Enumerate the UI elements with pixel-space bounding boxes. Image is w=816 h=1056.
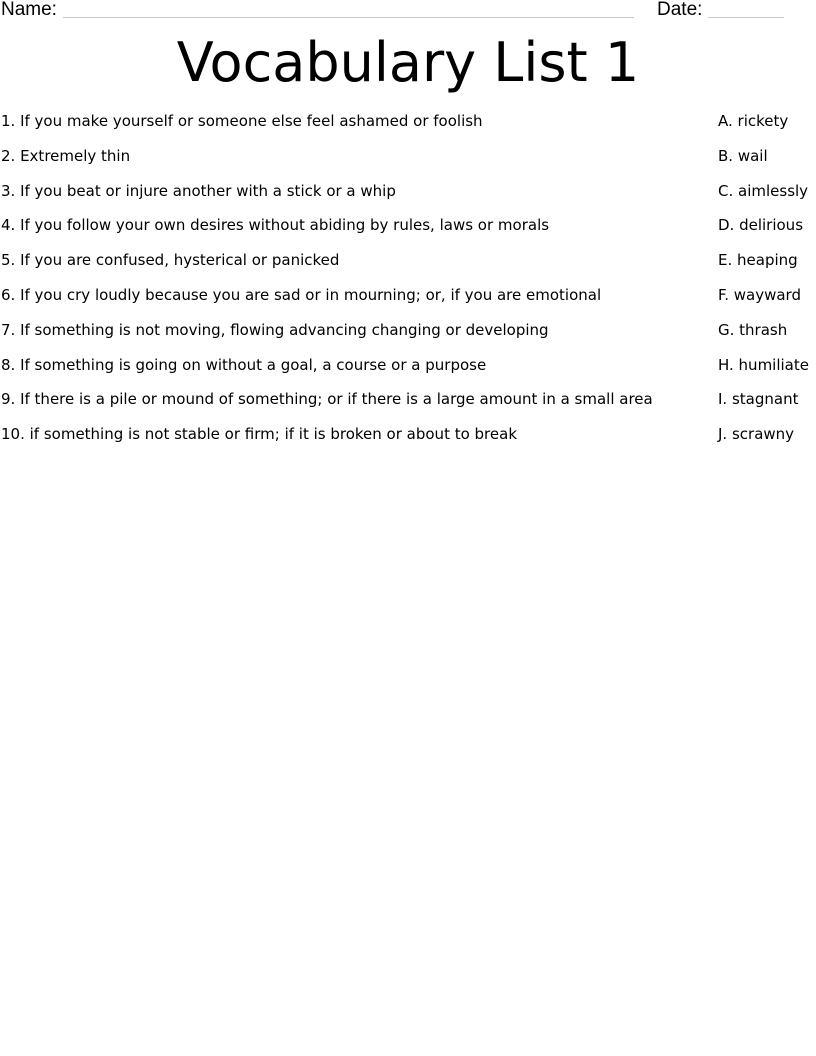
answer-option: G. thrash	[718, 320, 788, 339]
answer-option: I. stagnant	[718, 390, 799, 409]
list-item	[0, 146, 816, 181]
answer-option: C. aimlessly	[718, 181, 809, 200]
worksheet-header	[0, 0, 816, 24]
name-field-line[interactable]	[63, 17, 634, 18]
answer-option: A. rickety	[718, 112, 789, 130]
list-item	[0, 250, 816, 285]
answer-option: H. humiliate	[718, 355, 809, 374]
answer-option: F. wayward	[718, 285, 801, 304]
list-item	[0, 181, 816, 216]
date-field-line[interactable]	[708, 17, 784, 18]
clue-text: 4. If you follow your own desires without abiding by rules, laws or morals	[1, 216, 550, 235]
list-item	[0, 111, 816, 146]
answer-option: B. wail	[718, 146, 768, 165]
date-label: Date:	[657, 0, 703, 20]
list-item	[0, 389, 816, 424]
answer-option: E. heaping	[718, 251, 798, 270]
answer-option: D. delirious	[718, 216, 804, 235]
clue-text: 3. If you beat or injure another with a stick or a whip	[1, 181, 396, 200]
matching-list	[0, 111, 816, 459]
clue-text: 9. If there is a pile or mound of something; or if there is a large amount in a small area	[1, 390, 653, 409]
clue-text: 5. If you are confused, hysterical or panicked	[1, 251, 340, 270]
list-item	[0, 215, 816, 250]
clue-text: 6. If you cry loudly because you are sad or in mourning; or, if you are emotional	[1, 285, 602, 304]
clue-text: 10. if something is not stable or firm; if it is broken or about to break	[1, 425, 518, 444]
clue-text: 8. If something is going on without a goal, a course or a purpose	[1, 355, 487, 374]
answer-option: J. scrawny	[718, 425, 795, 444]
clue-text: 7. If something is not moving, flowing advancing changing or developing	[1, 320, 549, 339]
clue-text: 1. If you make yourself or someone else feel ashamed or foolish	[1, 112, 483, 130]
list-item	[0, 285, 816, 320]
list-item	[0, 320, 816, 355]
list-item	[0, 355, 816, 390]
list-item	[0, 424, 816, 459]
clue-text: 2. Extremely thin	[1, 146, 131, 165]
page-title: Vocabulary List 1	[176, 31, 640, 94]
name-label: Name:	[1, 0, 57, 20]
